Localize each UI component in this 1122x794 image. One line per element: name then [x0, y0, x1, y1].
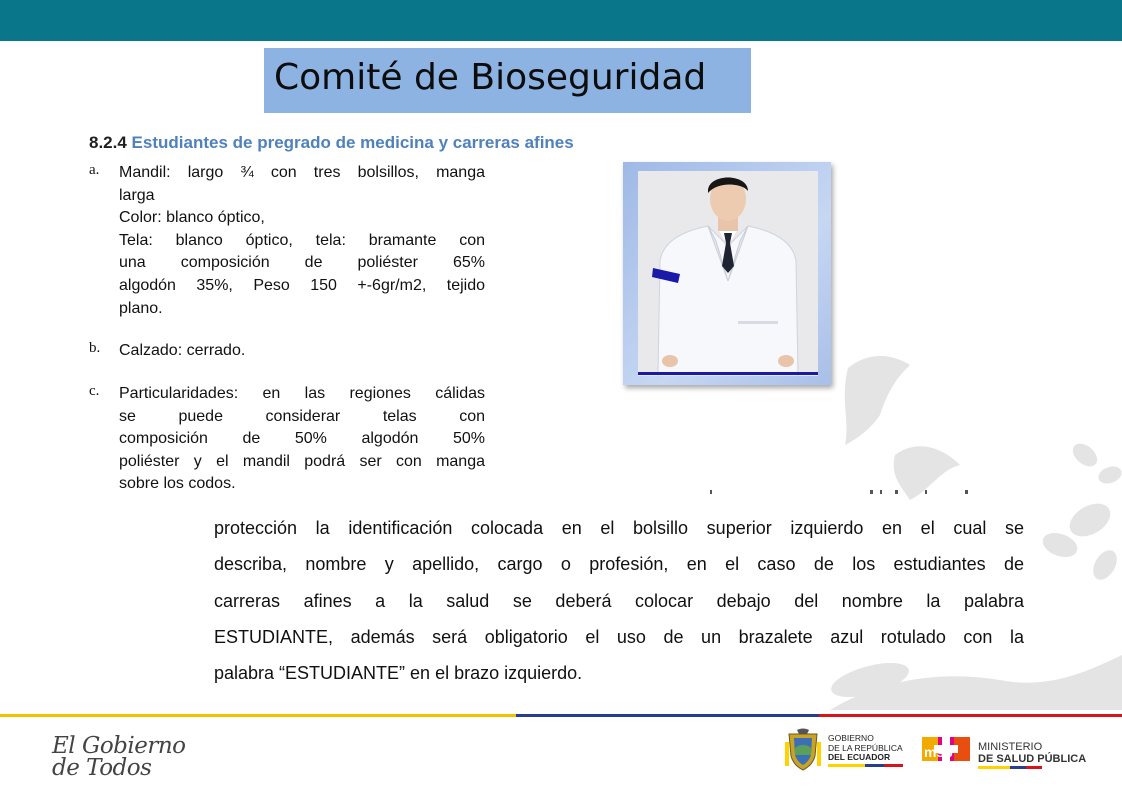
- coat-of-arms-icon: [783, 728, 823, 774]
- list-marker: b.: [89, 340, 101, 356]
- msp-logo-icon: [922, 731, 970, 767]
- list-marker: c.: [89, 383, 100, 399]
- list-item-text: [119, 340, 485, 363]
- slide-title-box: [264, 48, 751, 113]
- ministerio-salud-logo: [922, 731, 1092, 771]
- text-line: poliéster y el mandil podrá ser con manga: [119, 452, 485, 470]
- text-line: Tela: blanco óptico, tela: bramante con: [119, 231, 485, 249]
- student-photo: [638, 171, 818, 376]
- ministry-line: MINISTERIO: [978, 741, 1043, 753]
- gov-line: DEL ECUADOR: [828, 752, 891, 762]
- text-line: larga: [119, 186, 155, 204]
- list-item-text: [119, 162, 485, 320]
- ministry-logo-text: [978, 741, 1086, 765]
- gov-flag-stripe: [828, 764, 903, 767]
- section-heading: [89, 133, 574, 153]
- government-logo: [783, 728, 913, 774]
- slogan-line: de Todos: [52, 755, 152, 781]
- text-line: Color: blanco óptico,: [119, 209, 265, 227]
- top-bar: [0, 0, 1122, 41]
- clipped-text-remnant: [695, 488, 995, 494]
- text-line: Calzado: cerrado.: [119, 342, 246, 359]
- paragraph-line: palabra “ESTUDIANTE” en el brazo izquierdo.: [214, 663, 583, 684]
- list-item-text: [119, 383, 485, 496]
- ministry-line: DE SALUD PÚBLICA: [978, 753, 1087, 765]
- student-photo-frame: [623, 162, 831, 385]
- text-line: una composición de poliéster 65%: [119, 254, 485, 272]
- text-line: Particularidades: en las regiones cálidas: [119, 385, 485, 402]
- text-line: algodón 35%, Peso 150 +-6gr/m2, tejido: [119, 276, 485, 294]
- text-line: plano.: [119, 299, 163, 317]
- section-number: 8.2.4: [89, 133, 127, 152]
- government-logo-text: [828, 734, 903, 763]
- text-line: Mandil: largo ¾ con tres bolsillos, manga: [119, 164, 485, 181]
- gobierno-de-todos-slogan: [52, 735, 202, 783]
- text-line: sobre los codos.: [119, 475, 236, 493]
- text-line: composición de 50% algodón 50%: [119, 430, 485, 448]
- photo-underline: [638, 372, 818, 375]
- section-heading-text: Estudiantes de pregrado de medicina y carreras afines: [131, 133, 574, 152]
- paragraph-line: carreras afines a la salud se deberá colocar debajo del nombre la palabra: [214, 590, 1024, 611]
- msp-logo-text: msp: [924, 744, 953, 760]
- paragraph-line: protección la identificación colocada en el bolsillo superior izquierdo en el cual se: [214, 518, 1024, 538]
- slide-title: Comité de Bioseguridad: [274, 57, 707, 98]
- gov-line: DE LA REPÚBLICA: [828, 742, 903, 753]
- footer-tricolor-line: [0, 714, 1122, 717]
- paragraph-line: describa, nombre y apellido, cargo o profesión, en el caso de los estudiantes de: [214, 554, 1024, 575]
- slogan-line: El Gobierno: [52, 733, 186, 759]
- ministry-flag-stripe: [978, 766, 1042, 769]
- list-marker: a.: [89, 162, 100, 178]
- body-paragraph: [214, 510, 1024, 691]
- gov-line: GOBIERNO: [828, 733, 874, 743]
- text-line: se puede considerar telas con: [119, 407, 485, 425]
- paragraph-line: ESTUDIANTE, además será obligatorio el uso de un brazalete azul rotulado con la: [214, 626, 1024, 647]
